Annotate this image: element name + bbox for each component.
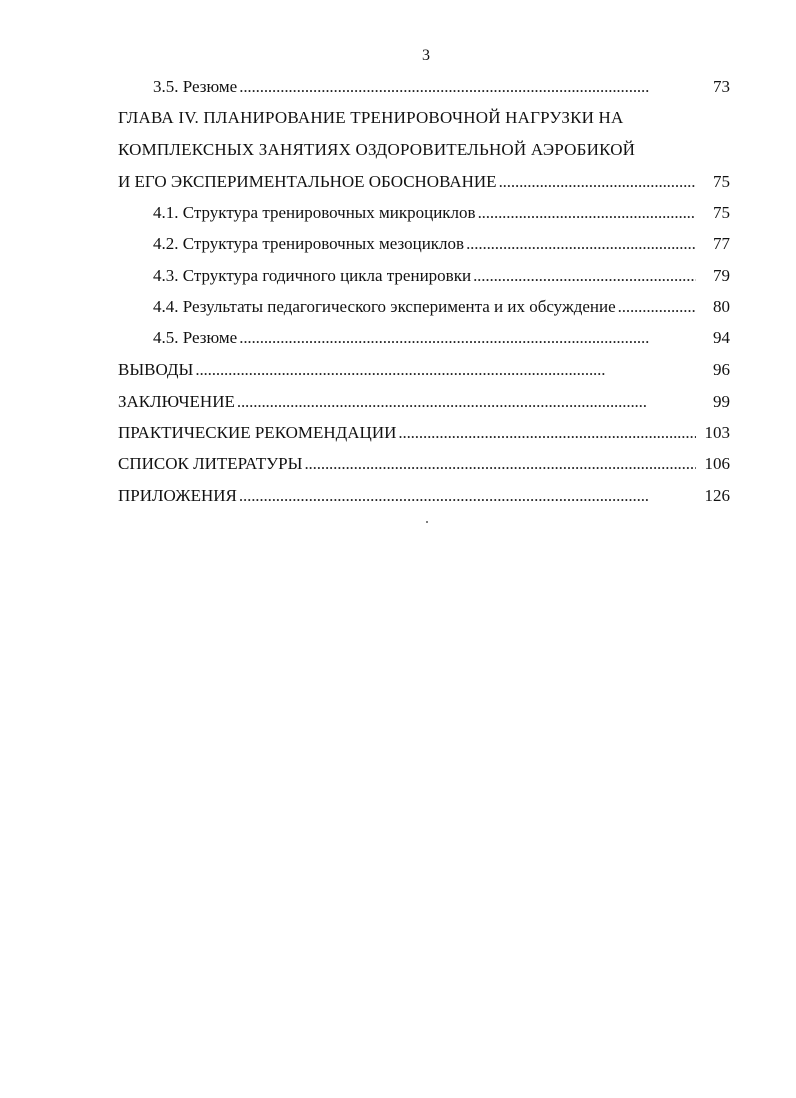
toc-entry-page: 73	[713, 77, 730, 96]
toc-entry-4-1	[153, 201, 730, 225]
toc-entry-4-4	[153, 295, 730, 319]
toc-entry-page: 99	[713, 392, 730, 411]
toc-entry-page: 77	[713, 234, 730, 253]
page-number: 3	[422, 47, 430, 64]
toc-leader-dots	[478, 201, 696, 225]
toc-entry-title: ПРИЛОЖЕНИЯ	[118, 486, 237, 505]
toc-entry-appendices	[118, 484, 730, 508]
toc-entry-title: СПИСОК ЛИТЕРАТУРЫ	[118, 454, 303, 473]
toc-entry-page: 96	[713, 360, 730, 379]
toc-entry-page: 126	[704, 486, 730, 505]
toc-leader-dots	[237, 390, 696, 414]
toc-entry-title: 3.5. Резюме	[153, 77, 238, 96]
toc-leader-dots	[195, 358, 696, 382]
toc-entry-page: 75	[713, 203, 730, 222]
toc-entry-conclusions	[118, 358, 730, 382]
toc-leader-dots	[398, 421, 696, 445]
toc-entry-title: И ЕГО ЭКСПЕРИМЕНТАЛЬНОЕ ОБОСНОВАНИЕ	[118, 172, 497, 191]
scan-speck	[426, 521, 428, 523]
toc-entry-title: КОМПЛЕКСНЫХ ЗАНЯТИЯХ ОЗДОРОВИТЕЛЬНОЙ АЭРОБИКОЙ	[118, 140, 636, 159]
toc-entry-page: 80	[713, 297, 730, 316]
toc-leader-dots	[618, 295, 696, 319]
toc-entry-title: ВЫВОДЫ	[118, 360, 194, 379]
toc-leader-dots	[473, 264, 696, 288]
toc-entry-title: ЗАКЛЮЧЕНИЕ	[118, 392, 235, 411]
toc-entry-title: 4.1. Структура тренировочных микроциклов	[153, 203, 476, 222]
toc-entry-4-2	[153, 232, 730, 256]
toc-entry-4-5	[153, 326, 730, 350]
toc-leader-dots	[239, 75, 696, 99]
toc-entry-page: 79	[713, 266, 730, 285]
toc-entry-4-3	[153, 264, 730, 288]
toc-entry-title: 4.3. Структура годичного цикла тренировки	[153, 266, 472, 285]
toc-entry-page: 106	[704, 454, 730, 473]
toc-leader-dots	[239, 326, 696, 350]
toc-entry-title: ПРАКТИЧЕСКИЕ РЕКОМЕНДАЦИИ	[118, 423, 397, 442]
toc-leader-dots	[499, 170, 696, 194]
toc-leader-dots	[239, 484, 696, 508]
toc-entry-title: 4.4. Результаты педагогического эксперимента и их обсуждение	[153, 297, 616, 316]
toc-chapter-4-line-3	[118, 170, 730, 194]
toc-entry-page: 103	[704, 423, 730, 442]
toc-chapter-4-line-1	[118, 106, 730, 130]
toc-entry-summary	[118, 390, 730, 414]
toc-entry-title: ГЛАВА IV. ПЛАНИРОВАНИЕ ТРЕНИРОВОЧНОЙ НАГРУЗКИ НА	[118, 108, 624, 127]
toc-entry-page: 94	[713, 328, 730, 347]
toc-entry-references	[118, 452, 730, 476]
toc-chapter-4-line-2	[118, 138, 730, 162]
toc-entry-page: 75	[713, 172, 730, 191]
toc-leader-dots	[304, 452, 696, 476]
toc-entry-title: 4.2. Структура тренировочных мезоциклов	[153, 234, 465, 253]
toc-entry-recommendations	[118, 421, 730, 445]
toc-entry-3-5	[153, 75, 730, 99]
toc-entry-title: 4.5. Резюме	[153, 328, 238, 347]
toc-leader-dots	[466, 232, 696, 256]
